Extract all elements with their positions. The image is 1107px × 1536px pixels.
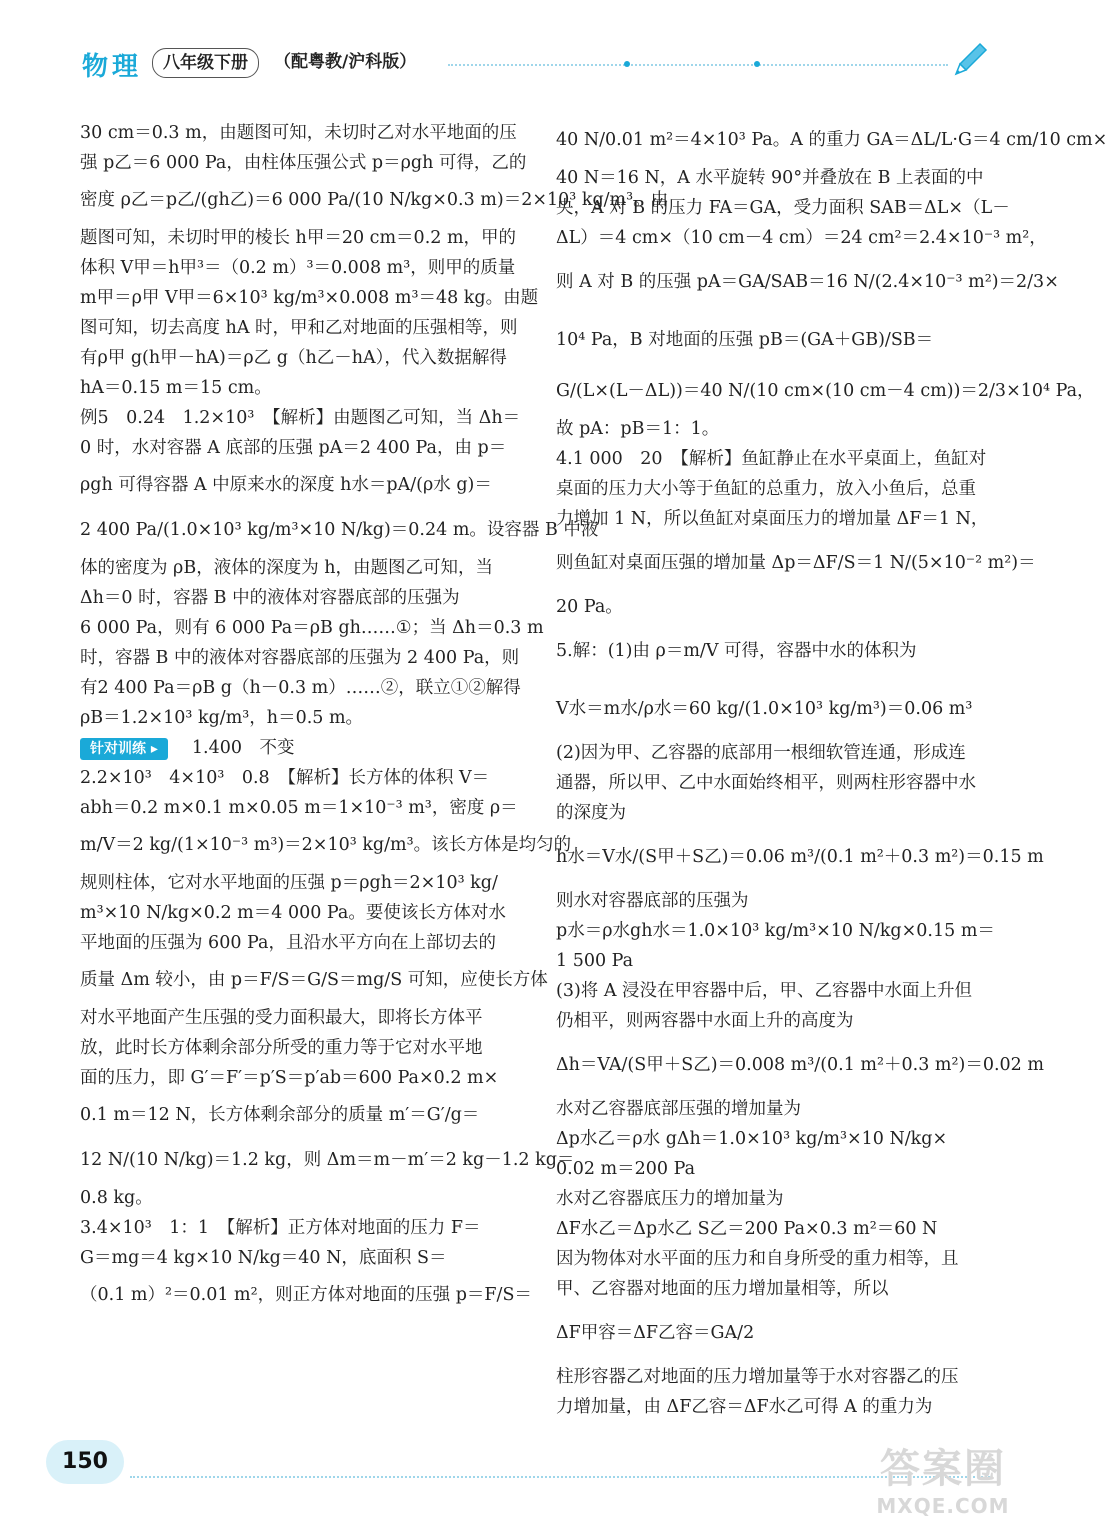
text-line-content: 体积 V甲＝h甲³＝（0.2 m）³＝0.008 m³，则甲的质量 [80,258,516,278]
text-line [556,118,1107,163]
text-line [80,403,521,433]
text-line-content: ΔF水乙＝Δp水乙 S乙＝200 Pa×0.3 m²＝60 N [556,1219,938,1239]
text-line [556,1274,988,1304]
text-line-content: 水对乙容器底部压强的增加量为 [556,1099,801,1119]
header-dot [754,61,760,67]
text-line-content: 5.解：(1)由 ρ＝m/V 可得，容器中水的体积为 [556,641,917,661]
text-line-content: 40 N/0.01 m²＝4×10³ Pa。A 的重力 GA＝ΔL/L·G＝4 cm/10 cm× [556,130,1107,150]
text-line-content: G/(L×(L－ΔL))＝40 N/(10 cm×(10 cm－4 cm))＝2/3×10⁴ Pa， [556,381,1095,401]
text-line [556,1124,988,1154]
edition-label: （配粤教/沪科版） [274,52,417,72]
text-line [556,369,1095,414]
text-line [80,343,512,373]
text-line [80,283,539,313]
text-line [80,898,512,928]
text-line-content: 3.4×10³ 1：1 【解析】正方体对地面的压力 F＝ [80,1218,481,1238]
text-line-content: 1 500 Pa [556,951,634,971]
text-line [556,1392,988,1422]
text-line-content: 柱形容器乙对地面的压力增加量等于水对容器乙的压 [556,1367,959,1387]
text-line-content: 则水对容器底部的压强为 [556,891,749,911]
text-line [556,474,988,504]
text-line [556,1036,1044,1094]
text-line-content: 40 N＝16 N，A 水平旋转 90°并叠放在 B 上表面的中 [556,168,984,188]
text-line [80,1093,512,1138]
text-line [556,504,988,534]
text-line-content: h水＝V水/(S甲＋S乙)＝0.06 m³/(0.1 m²＋0.3 m²)＝0.15 m [556,847,1044,867]
text-line-content: G＝mg＝4 kg×10 N/kg＝40 N，底面积 S＝ [80,1248,447,1268]
text-line-content: 有2 400 Pa＝ρB g（h－0.3 m）……②，联立①②解得 [80,678,521,698]
text-line [80,1138,575,1183]
text-line [556,193,1010,223]
practice-badge: 针对训练 ▸ [80,738,168,760]
text-line [80,373,512,403]
text-line [556,534,1036,592]
text-line [556,223,1047,253]
header-dotted-rule [448,64,948,66]
text-line [80,148,527,178]
text-line [556,916,995,946]
text-line-content: 通器，所以甲、乙中水面始终相平，则两柱形容器中水 [556,773,976,793]
text-line-content: 水对乙容器底压力的增加量为 [556,1189,784,1209]
text-line-content: 的深度为 [556,803,626,823]
text-line-content: 时，容器 B 中的液体对容器底部的压强为 2 400 Pa，则 [80,648,520,668]
footer-dotted-rule [130,1476,990,1478]
text-line-content: 1.400 不变 [191,738,295,758]
text-line [80,1063,512,1093]
text-line-content: 力增加量，由 ΔF乙容＝ΔF水乙可得 A 的重力为 [556,1397,933,1417]
text-line [80,118,517,148]
text-line [80,763,512,793]
text-line [80,733,512,763]
text-line-content: 则鱼缸对桌面压强的增加量 Δp＝ΔF/S＝1 N/(5×10⁻² m²)＝ [556,553,1036,573]
text-line [556,976,988,1006]
text-line-content: 央，A 对 B 的压力 FA＝GA，受力面积 SAB＝ΔL×（L－ [556,198,1010,218]
text-line [80,643,520,673]
text-line-content: Δh＝VA/(S甲＋S乙)＝0.008 m³/(0.1 m²＋0.3 m²)＝0.02 m [556,1055,1044,1075]
text-line-content: m/V＝2 kg/(1×10⁻³ m³)＝2×10³ kg/m³。该长方体是均匀的 [80,835,572,855]
text-line-content: 例5 0.24 1.2×10³ 【解析】由题图乙可知，当 Δh＝ [80,408,521,428]
text-line [80,433,512,463]
page-header [0,0,1050,90]
text-line-content: 0.8 kg。 [80,1188,153,1208]
text-line [556,1006,988,1036]
text-line [556,738,988,768]
text-line [556,163,988,193]
text-line-content: 平地面的压强为 600 Pa，且沿水平方向在上部切去的 [80,933,496,953]
text-line-content: 12 N/(10 N/kg)＝1.2 kg，则 Δm＝m－m′＝2 kg－1.2 kg＝ [80,1150,575,1170]
page-number: 150 [46,1440,124,1484]
text-line [556,828,1044,886]
text-line-content: 体的密度为 ρB，液体的深度为 h，由题图乙可知，当 [80,558,494,578]
text-line [80,958,548,1003]
text-line-content: (3)将 A 浸没在甲容器中后，甲、乙容器中水面上升但 [556,981,973,1001]
text-line-content: (2)因为甲、乙容器的底部用一根细软管连通，形成连 [556,743,966,763]
text-line [80,1243,512,1273]
text-line [556,1362,988,1392]
text-line [80,1213,512,1243]
text-line-content: 0.1 m＝12 N，长方体剩余部分的质量 m′＝G′/g＝ [80,1105,480,1125]
text-line-content: V水＝m水/ρ水＝60 kg/(1.0×10³ kg/m³)＝0.06 m³ [556,699,973,719]
text-line [80,928,512,958]
right-column [556,118,1107,1422]
text-line-content: 30 cm＝0.3 m，由题图可知，未切时乙对水平地面的压 [80,123,517,143]
text-line-content: ρgh 可得容器 A 中原来水的深度 h水＝pA/(ρ水 g)＝ [80,475,492,495]
text-line-content: 0 时，水对容器 A 底部的压强 pA＝2 400 Pa，由 p＝ [80,438,507,458]
text-line [556,1184,988,1214]
text-line-content: Δh＝0 时，容器 B 中的液体对容器底部的压强为 [80,588,460,608]
text-line-content: 有ρ甲 g(h甲－hA)＝ρ乙 g（h乙－hA），代入数据解得 [80,348,507,368]
text-line [80,1003,512,1033]
text-line-content: 2 400 Pa/(1.0×10³ kg/m³×10 N/kg)＝0.24 m。设容器 B 中液 [80,520,599,540]
text-line [80,793,518,823]
text-line-content: 桌面的压力大小等于鱼缸的总重力，放入小鱼后，总重 [556,479,976,499]
text-line [556,946,988,976]
text-line [556,414,988,444]
text-line [556,768,988,798]
text-line [556,1154,988,1184]
text-line-content: abh＝0.2 m×0.1 m×0.05 m＝1×10⁻³ m³，密度 ρ＝ [80,798,518,818]
text-line [556,311,988,369]
text-line [80,553,512,583]
text-line-content: 题图可知，未切时甲的棱长 h甲＝20 cm＝0.2 m，甲的 [80,228,517,248]
watermark [868,1446,1018,1524]
text-line-content: 10⁴ Pa，B 对地面的压强 pB＝(GA＋GB)/SB＝ [556,330,934,350]
text-line [556,1244,988,1274]
text-line [80,703,512,733]
text-line [80,508,599,553]
text-line [556,592,988,622]
text-line-content: 图可知，切去高度 hA 时，甲和乙对地面的压强相等，则 [80,318,518,338]
text-line-content: Δp水乙＝ρ水 gΔh＝1.0×10³ kg/m³×10 N/kg× [556,1129,948,1149]
text-line-content: p水＝ρ水gh水＝1.0×10³ kg/m³×10 N/kg×0.15 m＝ [556,921,995,941]
text-line [556,798,988,828]
watermark-bottom: MXQE.COM [876,1494,1010,1518]
text-line-content: m甲＝ρ甲 V甲＝6×10³ kg/m³×0.008 m³＝48 kg。由题 [80,288,539,308]
text-line-content: 故 pA：pB＝1：1。 [556,419,720,439]
text-line [80,1183,512,1213]
text-line-content: 4.1 000 20 【解析】鱼缸静止在水平桌面上，鱼缸对 [556,449,987,469]
text-line-content: 质量 Δm 较小，由 p＝F/S＝G/S＝mg/S 可知，应使长方体 [80,970,548,990]
text-line-content: 因为物体对水平面的压力和自身所受的重力相等，且 [556,1249,959,1269]
text-line [80,613,544,643]
text-line [80,673,521,703]
text-line [556,253,1059,311]
text-line-content: 20 Pa。 [556,597,623,617]
text-line [556,444,988,474]
text-line-content: 仍相平，则两容器中水面上升的高度为 [556,1011,854,1031]
text-line-content: 甲、乙容器对地面的压力增加量相等，所以 [556,1279,889,1299]
grade-label: 八年级下册 [152,48,259,78]
text-line [556,1094,988,1124]
text-line-content: 放，此时长方体剩余部分所受的重力等于它对水平地 [80,1038,483,1058]
text-line [556,680,988,738]
text-line [556,622,988,680]
text-line [80,253,516,283]
text-line-content: 2.2×10³ 4×10³ 0.8 【解析】长方体的体积 V＝ [80,768,490,788]
text-line [80,583,512,613]
text-line-content: 6 000 Pa，则有 6 000 Pa＝ρB gh……①；当 Δh＝0.3 m [80,618,544,638]
text-line [556,886,988,916]
text-line [80,223,517,253]
text-line [556,1304,988,1362]
text-line-content: 则 A 对 B 的压强 pA＝GA/SAB＝16 N/(2.4×10⁻³ m²)＝2/3× [556,272,1059,292]
header-dot [624,61,630,67]
text-line-content: m³×10 N/kg×0.2 m＝4 000 Pa。要使该长方体对水 [80,903,506,923]
text-line-content: ΔL）＝4 cm×（10 cm－4 cm）＝24 cm²＝2.4×10⁻³ m²， [556,228,1047,248]
text-line [80,313,518,343]
text-line-content: ΔF甲容＝ΔF乙容＝GA/2 [556,1323,755,1343]
text-line-content: ρB＝1.2×10³ kg/m³，h＝0.5 m。 [80,708,364,728]
text-line-content: 面的压力，即 G′＝F′＝p′S＝p′ab＝600 Pa×0.2 m× [80,1068,499,1088]
text-line [80,823,572,868]
pen-icon [950,40,990,80]
subject-title: 物理 [82,52,143,82]
text-line-content: 对水平地面产生压强的受力面积最大，即将长方体平 [80,1008,483,1028]
text-line-content: 0.02 m＝200 Pa [556,1159,696,1179]
text-line-content: 规则柱体，它对水平地面的压强 p＝ρgh＝2×10³ kg/ [80,873,498,893]
text-line-content: （0.1 m）²＝0.01 m²，则正方体对地面的压强 p＝F/S＝ [80,1285,532,1305]
text-line-content: 强 p乙＝6 000 Pa，由柱体压强公式 p＝ρgh 可得，乙的 [80,153,527,173]
text-line [556,1214,988,1244]
text-line [80,178,669,223]
text-line-content: 密度 ρ乙＝p乙/(gh乙)＝6 000 Pa/(10 N/kg×0.3 m)＝2×10³ kg/m³。由 [80,190,669,210]
watermark-top: 答案圈 [880,1446,1006,1492]
text-line-content: hA＝0.15 m＝15 cm。 [80,378,272,398]
text-line [80,1033,512,1063]
text-line-content: 力增加 1 N，所以鱼缸对桌面压力的增加量 ΔF＝1 N， [556,509,989,529]
text-line [80,868,512,898]
text-line [80,463,512,508]
text-line [80,1273,532,1318]
